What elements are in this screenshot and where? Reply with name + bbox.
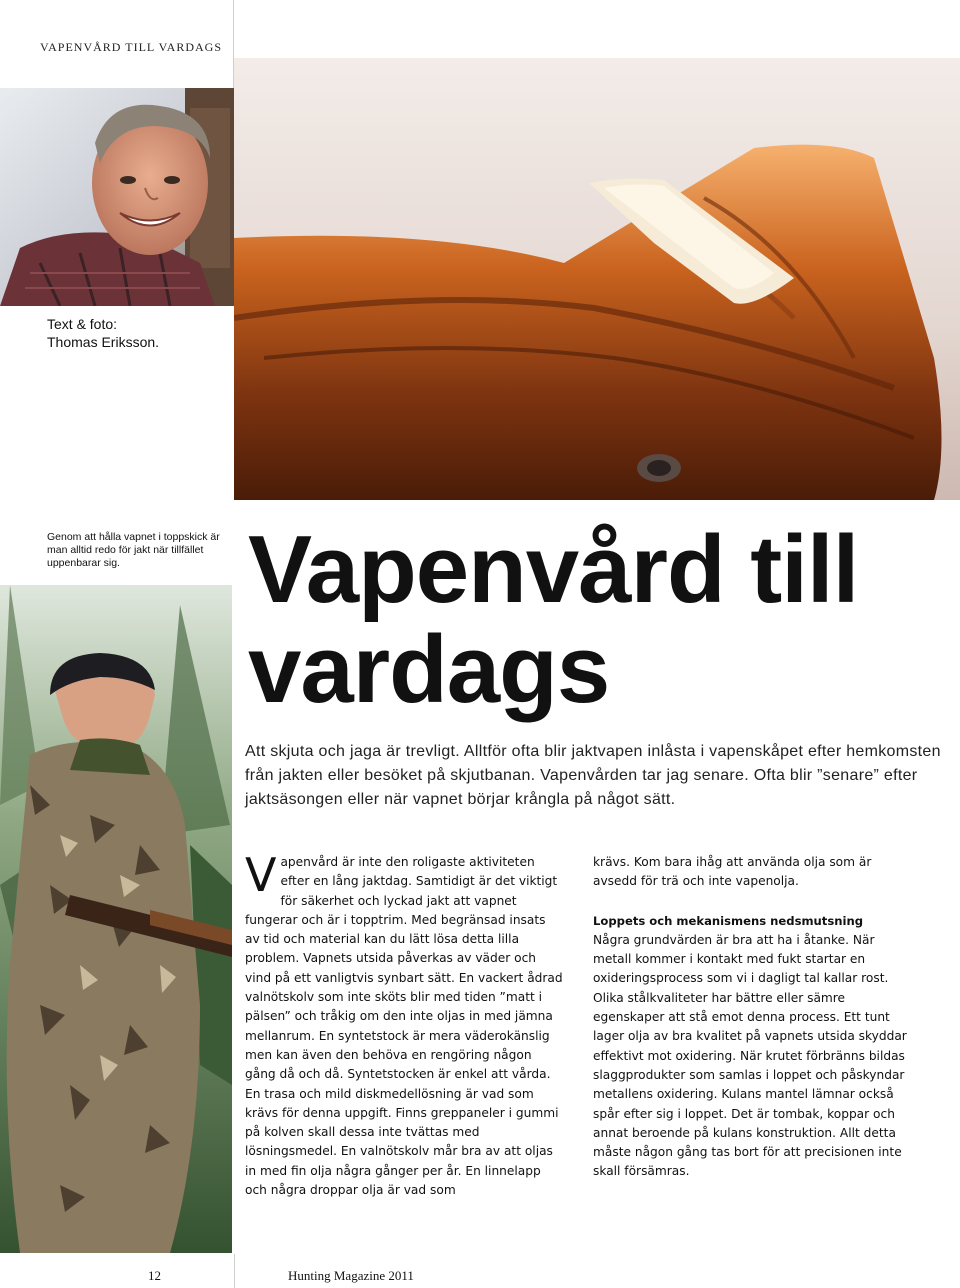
hunter-photo — [0, 585, 232, 1253]
photo-caption: Genom att hålla vapnet i toppskick är man alltid redo för jakt när tillfället uppenbarar sig. — [47, 531, 220, 569]
publication-name: Hunting Magazine 2011 — [288, 1268, 414, 1283]
rifle-stock-photo — [234, 58, 960, 500]
headline-line-1: Vapenvård till — [248, 516, 859, 623]
footer-divider — [234, 1254, 235, 1288]
drop-cap: V — [245, 848, 277, 902]
article-headline — [248, 516, 859, 723]
photo-credit — [47, 315, 159, 351]
credit-line-2: Thomas Eriksson. — [47, 334, 160, 350]
body-column-1-text: apenvård är inte den roligaste aktiviteten efter en lång jaktdag. Samtidigt är det viktigt för säkerhet och lyckad jakt att vapnet fungerar och är i topptrim. Med begränsad insats av tid och material kan du lätt lösa detta lilla problem. Vapnets utsida påverkas av väder och vind på ett vanligtvis synbart sätt. En vackert ådrad valnötskolv som inte sköts blir med tiden ”matt i pälsen” och tråkig om den inte oljas in med jämna mellanrum. En syntetstock är mera väderokänslig men kan även den behöva en rengöring någon gång då och då. Syntetstocken är enkel att vårda. En trasa och mild diskmedellösning är vad som krävs för denna uppgift. Finns greppaneler i gummi på kolven skall dessa inte tvättas med lösningsmedel. En valnötskolv mår bra av att oljas in med fin olja några gånger per år. En linnelapp och några droppar olja är vad som — [245, 855, 563, 1198]
body-column-2-text: Några grundvärden är bra att ha i åtanke. När metall kommer i kontakt med fukt startar en oxideringsprocess som vi i dagligt tal kallar rost. Olika stålkvaliteter har bättre eller sämre egenskaper att stå emot denna process. Ett tunt lager olja av bra kvalitet på vapnets utsida skyddar effektivt mot oxidering. När krutet förbränns bildas slaggprodukter som samlas i loppet och påskyndar metallens oxidering. Kulans mantel lämnar också spår efter sig i loppet. Det är tombak, koppar och annat beroende på kulans konstruktion. Allt detta måste någon gång tas bort för att precisionen inte skall försämras. — [593, 932, 907, 1179]
article-lead: Att skjuta och jaga är trevligt. Alltför ofta blir jaktvapen inlåsta i vapenskåpet efter hemkomsten från jakten eller besöket på skjutbanan. Vapenvården tar jag senare. Ofta blir ”senare” efter jaktsäsongen eller när vapnet börjar krångla på något sätt. — [245, 743, 941, 808]
body-column-2 — [593, 853, 913, 1182]
page-number: 12 — [148, 1268, 161, 1283]
body-column-1 — [245, 848, 563, 1200]
author-portrait-photo — [0, 88, 234, 306]
credit-line-1: Text & foto: — [47, 316, 118, 332]
headline-line-2: vardags — [248, 616, 610, 723]
section-subheading: Loppets och mekanismens nedsmutsning — [593, 913, 864, 928]
body-column-2-intro: krävs. Kom bara ihåg att använda olja som är avsedd för trä och inte vapenolja. — [593, 855, 872, 889]
section-label: VAPENVÅRD TILL VARDAGS — [40, 40, 223, 54]
